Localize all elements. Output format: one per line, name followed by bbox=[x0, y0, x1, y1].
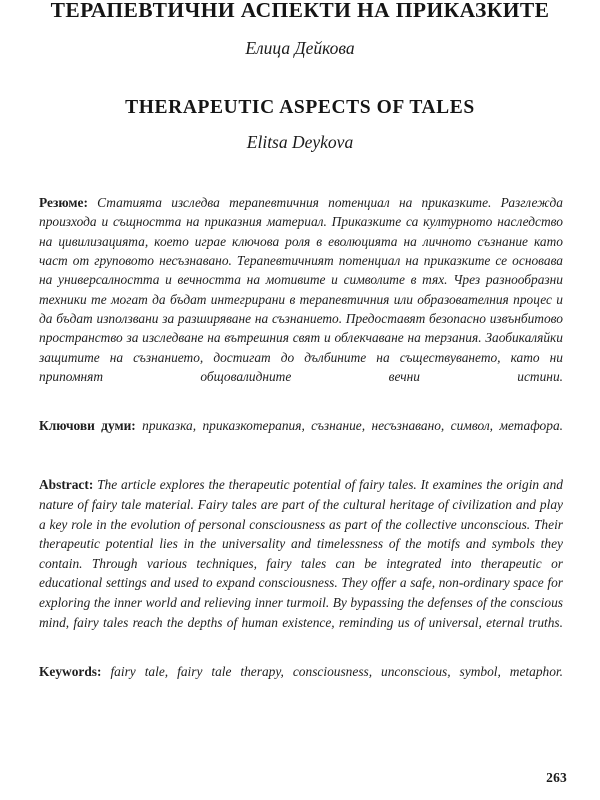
keywords-english bbox=[39, 662, 563, 701]
author-name-english: Elitsa Deykova bbox=[246, 132, 354, 152]
page-title-english: THERAPEUTIC ASPECTS OF TALES bbox=[125, 97, 475, 118]
page-title-bulgarian: ТЕРАПЕВТИЧНИ АСПЕКТИ НА ПРИКАЗКИТЕ bbox=[50, 0, 550, 22]
abstract-english-text: The article explores the therapeutic potential of fairy tales. It examines the origin and nature of fairy tale material. Fairy tales are part of the cultural heritage of civilization and play a key role in the evolution of personal consciousness as part of the collective unconscious. Their therapeutic potential lies in the universality and timelessness of the motifs and symbols they contain. Through various techniques, fairy tales can be integrated into therapeutic or educational settings and used to expand consciousness. They offer a safe, non-ordinary space for exploring the inner world and relieving inner turmoil. By bypassing the defenses of the conscious mind, fairy tales reach the depths of human existence, reminding us of universal, eternal truths. bbox=[39, 477, 564, 630]
abstract-bulgarian-text: Статията изследва терапевтичния потенциал на приказките. Разглежда произхода и същността на приказния материал. Приказките са културното наследство на цивилизацията, което играе ключова роля в еволюцията на личното съзнание като част от груповото несъзнавано. Терапевтичният потенциал на приказките се основава на универсалността и вечността на мотивите и символите в тях. Чрез разнообразни техники те могат да бъдат интегрирани в терапевтичния или образователния процес и да бъдат използвани за разширяване на съзнанието. Предоставят безопасно извънбитово пространство за изследване на вътрешния свят и облекчаване на терзания. Заобикаляйки защитите на съзнанието, достигат до дълбините на съществуването, като ни припомнят общовалидните вечни истини. bbox=[39, 195, 563, 385]
abstract-bulgarian-label: Резюме: bbox=[39, 195, 98, 210]
keywords-bulgarian-text: приказка, приказкотерапия, съзнание, несъзнавано, символ, метафора. bbox=[142, 417, 563, 433]
author-name-bulgarian: Елица Дейкова bbox=[245, 38, 355, 58]
keywords-bulgarian bbox=[39, 416, 563, 455]
keywords-bulgarian-label: Ключови думи: bbox=[39, 417, 143, 433]
article-header bbox=[0, 0, 600, 153]
keywords-english-text: fairy tale, fairy tale therapy, consciousness, unconscious, symbol, metaphor. bbox=[110, 663, 563, 679]
page-number: 263 bbox=[546, 770, 567, 785]
keywords-english-label: Keywords: bbox=[39, 663, 111, 679]
abstract-english bbox=[39, 475, 563, 651]
abstract-english-label: Abstract: bbox=[39, 477, 98, 493]
abstract-bulgarian bbox=[39, 193, 563, 406]
article-body bbox=[39, 193, 563, 701]
